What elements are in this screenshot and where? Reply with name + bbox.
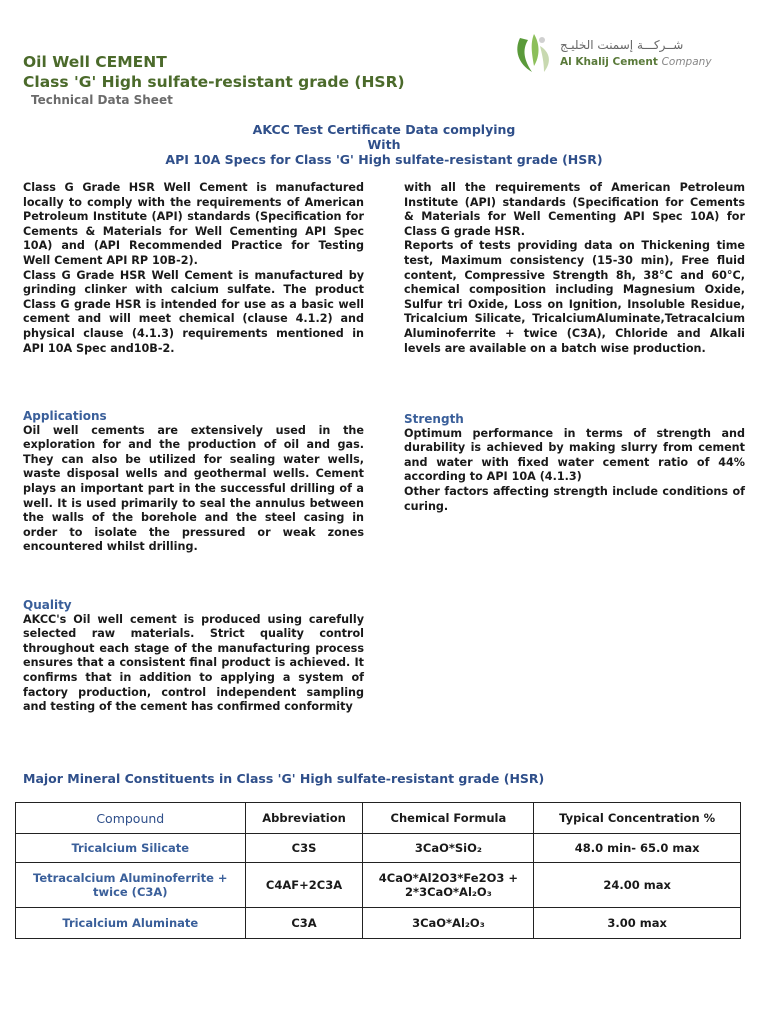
cell-abbreviation: C3A [245,908,363,939]
left-para1: Class G Grade HSR Well Cement is manufactured locally to comply with the requirements of American Petroleum Institute (API) standards (Specification for Cements & Materials for Well Cementing API Spec 10A) and (API Recommended Practice for Testing Well Cement API RP 10B-2). [23,181,364,267]
applications-text: Oil well cements are extensively used in the exploration for and the production of oil and gas. They can also be utilized for sealing water wells, waste disposal wells and geothermal wells. Cement plays an important part in the successful drilling of a well. It is used primarily to seal the annulus between the walls of the borehole and the steel casing in order to isolate the pressured or weak zones encountered whilst drilling. [23,423,364,554]
table-title: Major Mineral Constituents in Class 'G' High sulfate-resistant grade (HSR) [23,771,545,786]
cell-concentration: 3.00 max [534,908,741,939]
strength-section [404,412,745,514]
logo-english-text [560,56,712,68]
applications-heading: Applications [23,409,107,423]
cell-formula: 4CaO*Al2O3*Fe2O3 + 2*3CaO*Al₂O₃ [363,863,534,908]
right-para2: Reports of tests providing data on Thickening time test, Maximum consistency (15-30 min), Free fluid content, Compressive Strength 8h, 38°C and 60°C, chemical composition including Magnesium Oxide, Sulfur tri Oxide, Loss on Ignition, Insoluble Residue, Tricalcium Silicate, TricalciumAluminate,Tetracalcium Aluminoferrite + twice (C3A), Chloride and Alkali levels are available on a batch wise production. [404,239,745,355]
table-row [16,863,741,908]
document-title-line2: Class 'G' High sulfate-resistant grade (HSR) [23,73,405,91]
right-para1: with all the requirements of American Petroleum Institute (API) standards (Specification for Cements & Materials for Well Cementing API Spec 10A) for Class G grade HSR. [404,181,745,238]
quality-text: AKCC's Oil well cement is produced using carefully selected raw materials. Strict quality control throughout each stage of the manufacturing process ensures that a consistent final product is achieved. It confirms that in addition to applying a system of factory production, control independent sampling and testing of the cement has confirmed conformity [23,612,364,714]
logo-english-bold: Al Khalij Cement [560,56,658,68]
cell-formula: 3CaO*SiO₂ [363,834,534,863]
cell-concentration: 24.00 max [534,863,741,908]
quality-heading: Quality [23,598,72,612]
header-compound: Compound [16,803,246,834]
strength-heading: Strength [404,412,464,426]
table-row [16,834,741,863]
intro-line1: AKCC Test Certificate Data complying [252,122,516,137]
strength-text2: Other factors affecting strength include conditions of curing. [404,484,745,513]
cell-compound: Tricalcium Aluminate [16,908,246,939]
logo-english-light: Company [661,56,712,68]
applications-section [23,409,364,555]
strength-text1: Optimum performance in terms of strength and durability is achieved by making slurry from cement and water with fixed water cement ratio of 44% according to API 10A (4.1.3) [404,426,745,484]
cell-compound: Tetracalcium Aluminoferrite + twice (C3A) [16,863,246,908]
intro-line3: API 10A Specs for Class 'G' High sulfate-resistant grade (HSR) [165,152,603,167]
header-abbreviation: Abbreviation [245,803,363,834]
logo-arabic-text: شــركـــة إسمنت الخليـج [560,38,684,52]
table-row [16,908,741,939]
right-column-intro [404,181,745,356]
document-subtitle: Technical Data Sheet [31,93,173,107]
mineral-constituents-table [15,802,741,939]
table-header-row [16,803,741,834]
header-concentration: Typical Concentration % [534,803,741,834]
cell-compound: Tricalcium Silicate [16,834,246,863]
header-formula: Chemical Formula [363,803,534,834]
cell-abbreviation: C4AF+2C3A [245,863,363,908]
cell-concentration: 48.0 min- 65.0 max [534,834,741,863]
left-para2: Class G Grade HSR Well Cement is manufactured by grinding clinker with calcium sulfate. The product Class G grade HSR is intended for use as a basic well cement and will meet chemical (clause 4.1.2) and physical clause (4.1.3) requirements mentioned in API 10A Spec and10B-2. [23,268,364,355]
intro-line2: With [367,137,401,152]
left-column-intro [23,181,364,356]
document-title-line1: Oil Well CEMENT [23,53,167,71]
quality-section [23,598,364,715]
cell-abbreviation: C3S [245,834,363,863]
cell-formula: 3CaO*Al₂O₃ [363,908,534,939]
